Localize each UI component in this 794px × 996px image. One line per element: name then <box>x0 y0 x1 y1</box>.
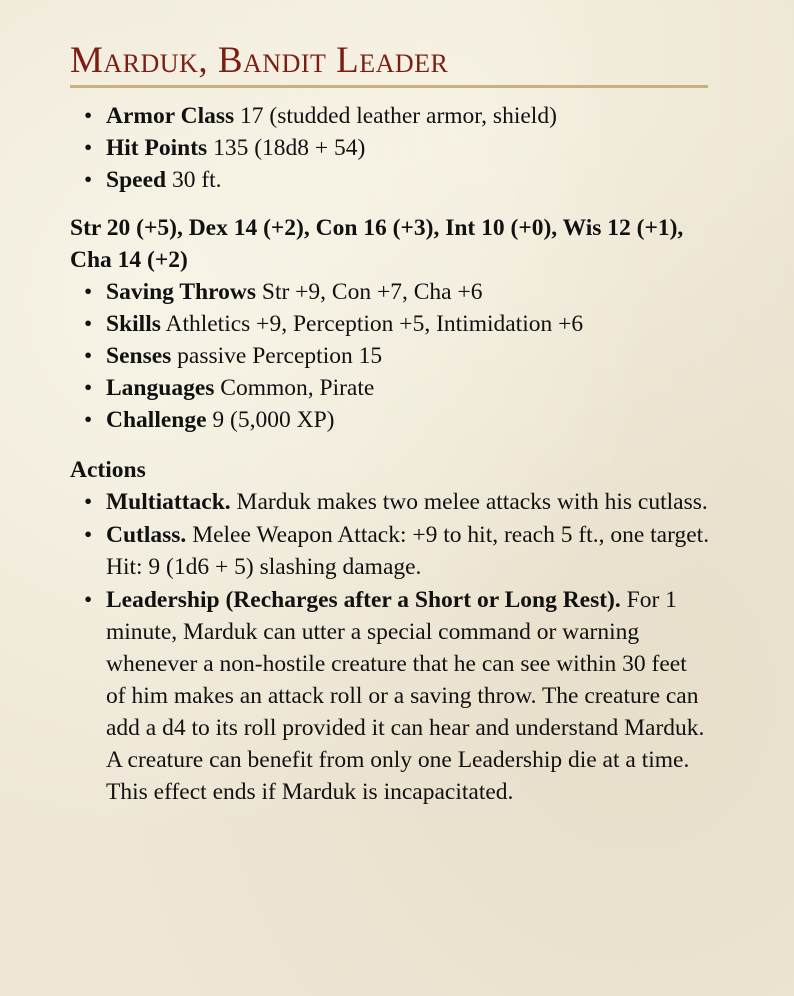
bullet-icon: • <box>84 279 93 305</box>
speed-value: 30 ft. <box>171 167 222 193</box>
actions-heading: Actions <box>70 457 146 483</box>
saving-throws-value: Str +9, Con +7, Cha +6 <box>261 279 483 305</box>
actions-list <box>70 486 710 808</box>
bullet-icon: • <box>84 167 93 193</box>
action-multiattack <box>84 486 710 518</box>
action-name: Leadership (Recharges after a Short or Long Rest). <box>106 587 621 613</box>
armor-class-label: Armor Class <box>106 103 235 129</box>
list-item-saving-throws <box>84 276 710 308</box>
bullet-icon: • <box>84 343 93 369</box>
armor-class-value: 17 (studded leather armor, shield) <box>240 103 557 129</box>
bullet-icon: • <box>84 135 93 161</box>
languages-label: Languages <box>106 375 215 401</box>
senses-value: passive Perception 15 <box>177 343 383 369</box>
bullet-icon: • <box>84 311 93 337</box>
details-list <box>70 276 710 436</box>
action-description: Melee Weapon Attack: +9 to hit, reach 5 ft., one target. Hit: 9 (1d6 + 5) slashing damage. <box>106 522 710 580</box>
bullet-icon: • <box>84 407 93 433</box>
action-leadership <box>84 584 710 808</box>
list-item-skills <box>84 308 710 340</box>
senses-label: Senses <box>106 343 172 369</box>
list-item-challenge <box>84 404 710 436</box>
bullet-icon: • <box>84 103 93 129</box>
speed-label: Speed <box>106 167 167 193</box>
bullet-icon: • <box>84 587 93 613</box>
bullet-icon: • <box>84 489 93 515</box>
action-name: Cutlass. <box>106 522 187 548</box>
list-item-senses <box>84 340 710 372</box>
challenge-value: 9 (5,000 XP) <box>212 407 335 433</box>
list-item-armor-class <box>84 100 710 132</box>
skills-label: Skills <box>106 311 161 337</box>
action-name: Multiattack. <box>106 489 231 515</box>
title-divider <box>70 85 708 88</box>
challenge-label: Challenge <box>106 407 207 433</box>
stat-block <box>70 38 710 809</box>
basic-properties-list <box>70 100 710 196</box>
action-description: For 1 minute, Marduk can utter a special command or warning whenever a non-hostile creature that he can see within 30 feet of him makes an attack roll or a saving throw. The creature can add a d4 to its roll provided it can hear and understand Marduk. A creature can benefit from only one Leadership die at a time. This effect ends if Marduk is incapacitated. <box>106 587 705 805</box>
bullet-icon: • <box>84 522 93 548</box>
ability-scores: Str 20 (+5), Dex 14 (+2), Con 16 (+3), Int 10 (+0), Wis 12 (+1), Cha 14 (+2) <box>70 215 684 273</box>
saving-throws-label: Saving Throws <box>106 279 256 305</box>
bullet-icon: • <box>84 375 93 401</box>
hit-points-value: 135 (18d8 + 54) <box>213 135 366 161</box>
action-description: Marduk makes two melee attacks with his cutlass. <box>236 489 708 515</box>
list-item-hit-points <box>84 132 710 164</box>
list-item-speed <box>84 164 710 196</box>
list-item-languages <box>84 372 710 404</box>
skills-value: Athletics +9, Perception +5, Intimidation +6 <box>165 311 584 337</box>
hit-points-label: Hit Points <box>106 135 208 161</box>
creature-name: Marduk, Bandit Leader <box>70 40 449 81</box>
action-cutlass <box>84 519 710 583</box>
languages-value: Common, Pirate <box>220 375 375 401</box>
